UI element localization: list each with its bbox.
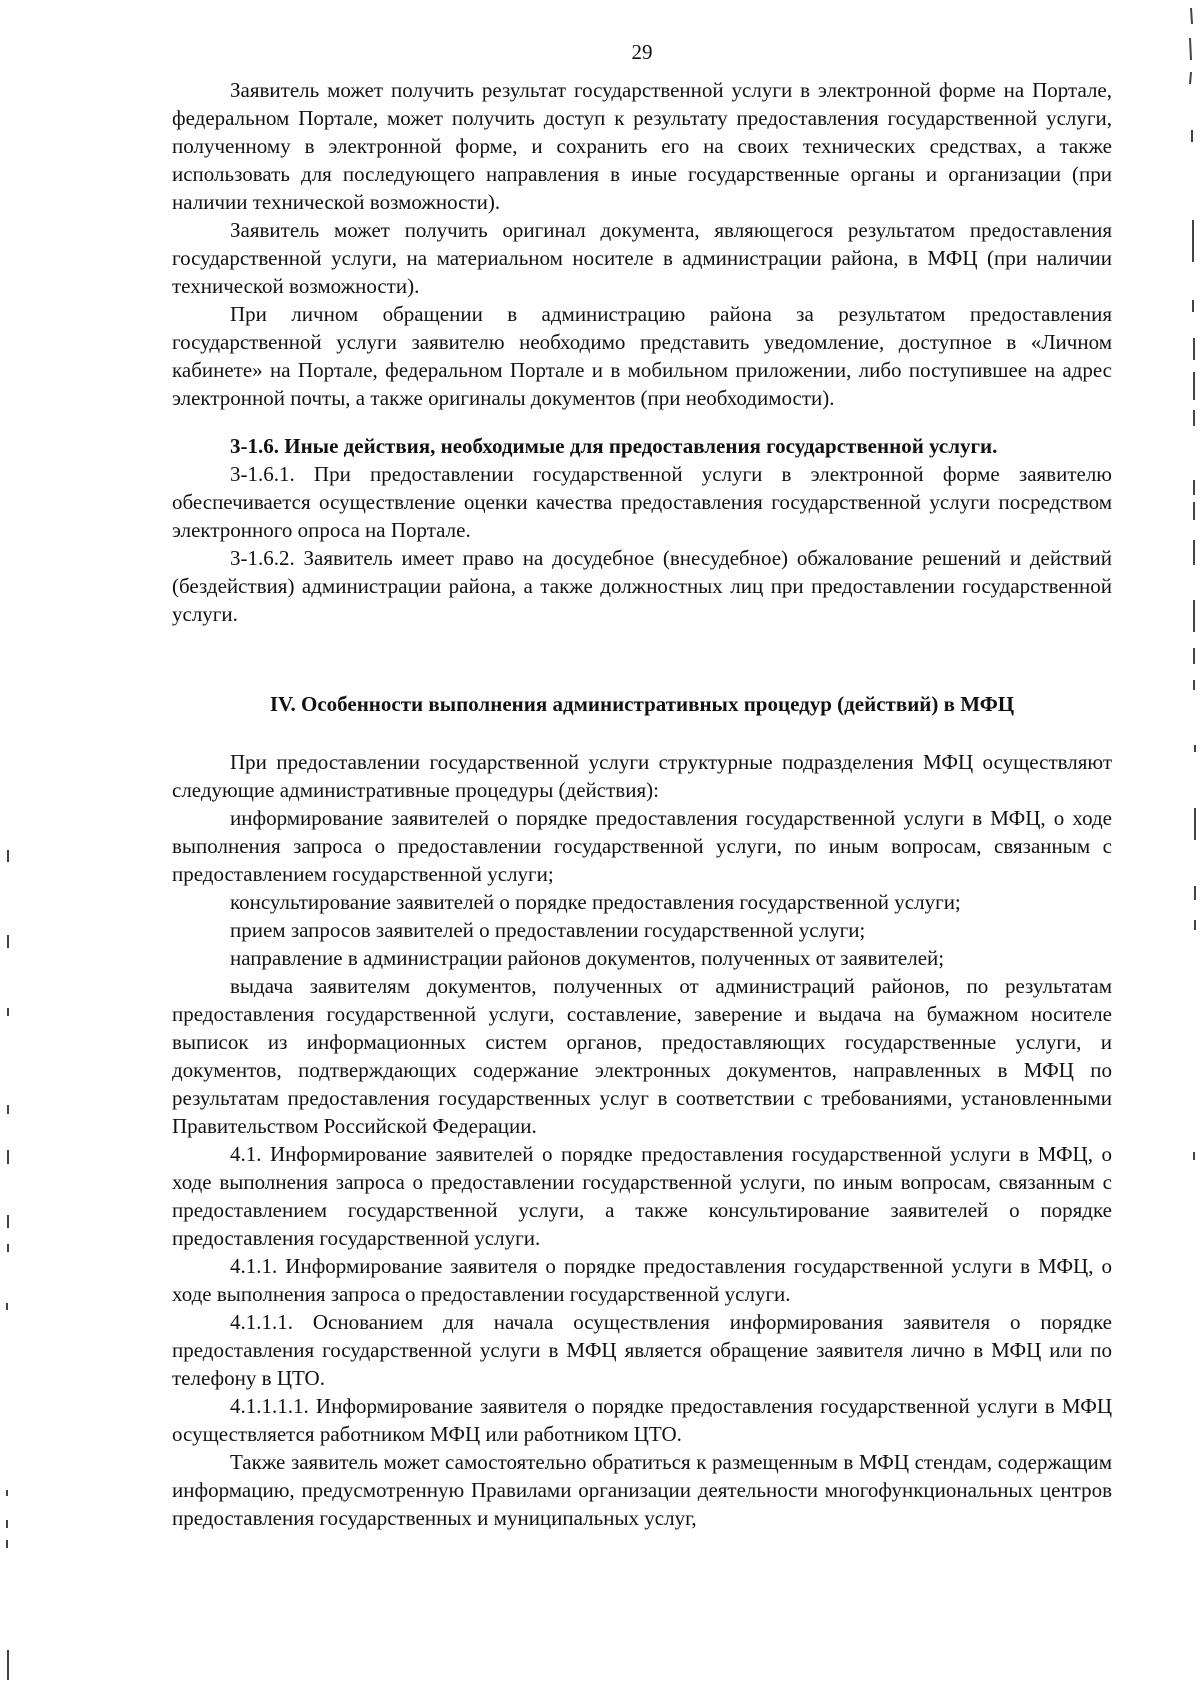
paragraph: 3-1.6.2. Заявитель имеет право на досудебное (внесудебное) обжалование решений и действий (бездействия) администрации района, а также должностных лиц при предоставлении государственной услуги.: [172, 546, 1112, 626]
section-heading-iv: IV. Особенности выполнения административных процедур (действий) в МФЦ: [269, 692, 1015, 716]
list-item: направление в администрации районов документов, полученных от заявителей;: [230, 946, 945, 970]
list-item: консультирование заявителей о порядке предоставления государственной услуги;: [230, 890, 961, 914]
paragraph: Заявитель может получить оригинал документа, являющегося результатом предоставления государственной услуги, на материальном носителе в администрации района, в МФЦ (при наличии технической возможности).: [172, 218, 1112, 298]
paragraph: Заявитель может получить результат государственной услуги в электронной форме на Портале, федеральном Портале, может получить доступ к результату предоставления государственной услуги, полученному в электронной форме, и сохранить его на своих технических средствах, а также использовать для последующего направления в иные государственные органы и организации (при наличии технической возможности).: [172, 78, 1112, 214]
paragraph: 4.1.1. Информирование заявителя о порядке предоставления государственной услуги в МФЦ, о ходе выполнения запроса о предоставлении государственной услуги.: [172, 1254, 1112, 1306]
document-page: [172, 38, 1112, 1532]
paragraph: Также заявитель может самостоятельно обратиться к размещенным в МФЦ стендам, содержащим информацию, предусмотренную Правилами организации деятельности многофункциональных центров предоставления государственных и муниципальных услуг,: [172, 1450, 1112, 1530]
paragraph: 4.1.1.1.1. Информирование заявителя о порядке предоставления государственной услуги в МФЦ осуществляется работником МФЦ или работником ЦТО.: [172, 1394, 1112, 1446]
paragraph: При личном обращении в администрацию района за результатом предоставления государственной услуги заявителю необходимо представить уведомление, доступное в «Личном кабинете» на Портале, федеральном Портале и в мобильном приложении, либо поступившее на адрес электронной почты, а также оригиналы документов (при необходимости).: [172, 302, 1112, 410]
list-item: прием запросов заявителей о предоставлении государственной услуги;: [230, 918, 866, 942]
page-number: 29: [631, 40, 653, 64]
section-heading-3-1-6: 3-1.6. Иные действия, необходимые для предоставления государственной услуги.: [230, 434, 998, 458]
paragraph: 4.1.1.1. Основанием для начала осуществления информирования заявителя о порядке предоставления государственной услуги в МФЦ является обращение заявителя лично в МФЦ или по телефону в ЦТО.: [172, 1310, 1112, 1390]
paragraph: 3-1.6.1. При предоставлении государственной услуги в электронной форме заявителю обеспечивается осуществление оценки качества предоставления государственной услуги посредством электронного опроса на Портале.: [172, 462, 1112, 542]
list-item: информирование заявителей о порядке предоставления государственной услуги в МФЦ, о ходе выполнения запроса о предоставлении государственной услуги, по иным вопросам, связанным с предоставлением государственной услуги;: [172, 806, 1112, 886]
paragraph: При предоставлении государственной услуги структурные подразделения МФЦ осуществляют следующие административные процедуры (действия):: [172, 750, 1112, 802]
list-item: выдача заявителям документов, полученных от администраций районов, по результатам предоставления государственной услуги, составление, заверение и выдача на бумажном носителе выписок из информационных систем органов, предоставляющих государственные услуги, и документов, подтверждающих содержание электронных документов, направленных в МФЦ по результатам предоставления государственных услуг в соответствии с требованиями, установленными Правительством Российской Федерации.: [172, 974, 1112, 1138]
paragraph: 4.1. Информирование заявителей о порядке предоставления государственной услуги в МФЦ, о ходе выполнения запроса о предоставлении государственной услуги, по иным вопросам, связанным с предоставлением государственной услуги, а также консультирование заявителей о порядке предоставления государственной услуги.: [172, 1142, 1112, 1250]
